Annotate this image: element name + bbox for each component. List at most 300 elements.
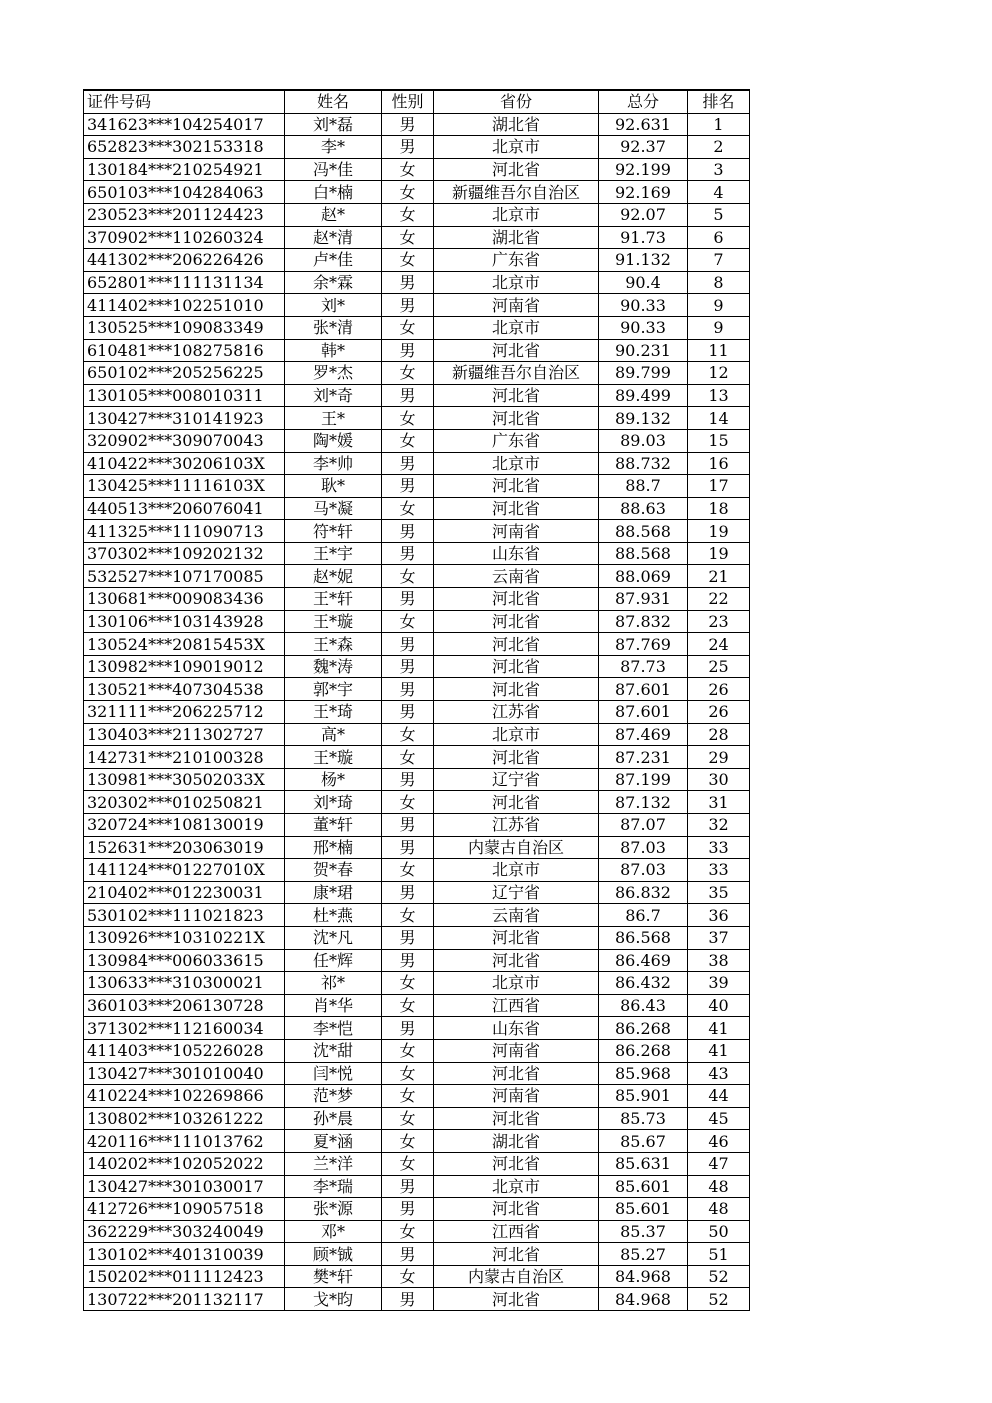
rank-cell: 39: [688, 972, 750, 995]
table-row: [84, 949, 750, 972]
gender-cell: 女: [382, 565, 434, 588]
name-cell: 刘*磊: [285, 113, 382, 136]
id-cell: 130427***301010040: [84, 1062, 285, 1085]
province-cell: 河北省: [434, 678, 599, 701]
table-row: [84, 881, 750, 904]
province-cell: 江苏省: [434, 814, 599, 837]
gender-cell: 女: [382, 181, 434, 204]
province-cell: 北京市: [434, 136, 599, 159]
gender-cell: 男: [382, 384, 434, 407]
province-cell: 河北省: [434, 1198, 599, 1221]
id-cell: 130524***20815453X: [84, 633, 285, 656]
score-cell: 89.499: [599, 384, 688, 407]
rank-cell: 52: [688, 1265, 750, 1288]
province-cell: 河北省: [434, 746, 599, 769]
gender-cell: 男: [382, 294, 434, 317]
gender-cell: 女: [382, 972, 434, 995]
gender-cell: 男: [382, 588, 434, 611]
table-row: [84, 1085, 750, 1108]
rank-cell: 11: [688, 339, 750, 362]
id-cell: 130982***109019012: [84, 655, 285, 678]
id-cell: 130102***401310039: [84, 1243, 285, 1266]
header-name: 姓名: [285, 90, 382, 113]
id-cell: 320302***010250821: [84, 791, 285, 814]
province-cell: 湖北省: [434, 226, 599, 249]
id-cell: 650103***104284063: [84, 181, 285, 204]
province-cell: 河北省: [434, 949, 599, 972]
name-cell: 范*梦: [285, 1085, 382, 1108]
gender-cell: 女: [382, 362, 434, 385]
table-row: [84, 678, 750, 701]
table-row: [84, 746, 750, 769]
gender-cell: 女: [382, 904, 434, 927]
score-cell: 88.7: [599, 475, 688, 498]
province-cell: 内蒙古自治区: [434, 836, 599, 859]
name-cell: 肖*华: [285, 994, 382, 1017]
name-cell: 张*清: [285, 316, 382, 339]
name-cell: 马*凝: [285, 497, 382, 520]
rank-cell: 38: [688, 949, 750, 972]
rank-cell: 35: [688, 881, 750, 904]
table-row: [84, 452, 750, 475]
province-cell: 新疆维吾尔自治区: [434, 362, 599, 385]
province-cell: 河北省: [434, 497, 599, 520]
rank-cell: 19: [688, 520, 750, 543]
province-cell: 河北省: [434, 1288, 599, 1311]
id-cell: 410422***30206103X: [84, 452, 285, 475]
rank-cell: 8: [688, 271, 750, 294]
name-cell: 贺*春: [285, 859, 382, 882]
score-cell: 87.931: [599, 588, 688, 611]
id-cell: 130981***30502033X: [84, 768, 285, 791]
gender-cell: 女: [382, 1062, 434, 1085]
score-cell: 85.73: [599, 1107, 688, 1130]
rank-cell: 31: [688, 791, 750, 814]
province-cell: 广东省: [434, 429, 599, 452]
rank-cell: 19: [688, 542, 750, 565]
gender-cell: 男: [382, 633, 434, 656]
rank-cell: 24: [688, 633, 750, 656]
name-cell: 李*帅: [285, 452, 382, 475]
table-row: [84, 859, 750, 882]
table-row: [84, 768, 750, 791]
id-cell: 130681***009083436: [84, 588, 285, 611]
rank-cell: 41: [688, 1017, 750, 1040]
gender-cell: 女: [382, 316, 434, 339]
id-cell: 142731***210100328: [84, 746, 285, 769]
table-row: [84, 1243, 750, 1266]
table-row: [84, 926, 750, 949]
rank-cell: 22: [688, 588, 750, 611]
table-row: [84, 1198, 750, 1221]
rank-cell: 48: [688, 1175, 750, 1198]
score-cell: 88.63: [599, 497, 688, 520]
id-cell: 362229***303240049: [84, 1220, 285, 1243]
gender-cell: 女: [382, 859, 434, 882]
id-cell: 130425***11116103X: [84, 475, 285, 498]
gender-cell: 男: [382, 113, 434, 136]
table-row: [84, 836, 750, 859]
name-cell: 杨*: [285, 768, 382, 791]
score-cell: 87.832: [599, 610, 688, 633]
gender-cell: 女: [382, 407, 434, 430]
table-row: [84, 1265, 750, 1288]
province-cell: 山东省: [434, 1017, 599, 1040]
score-cell: 85.67: [599, 1130, 688, 1153]
rank-cell: 14: [688, 407, 750, 430]
province-cell: 河北省: [434, 475, 599, 498]
table-row: [84, 203, 750, 226]
gender-cell: 男: [382, 136, 434, 159]
table-row: [84, 1107, 750, 1130]
table-row: [84, 113, 750, 136]
id-cell: 130403***211302727: [84, 723, 285, 746]
rank-cell: 29: [688, 746, 750, 769]
score-cell: 89.799: [599, 362, 688, 385]
province-cell: 北京市: [434, 316, 599, 339]
province-cell: 河北省: [434, 1152, 599, 1175]
score-cell: 89.132: [599, 407, 688, 430]
rank-cell: 12: [688, 362, 750, 385]
score-cell: 88.732: [599, 452, 688, 475]
name-cell: 罗*杰: [285, 362, 382, 385]
name-cell: 郭*宇: [285, 678, 382, 701]
gender-cell: 女: [382, 723, 434, 746]
score-cell: 85.601: [599, 1198, 688, 1221]
table-row: [84, 271, 750, 294]
name-cell: 王*璇: [285, 746, 382, 769]
name-cell: 冯*佳: [285, 158, 382, 181]
score-cell: 87.03: [599, 836, 688, 859]
province-cell: 河北省: [434, 926, 599, 949]
score-cell: 86.832: [599, 881, 688, 904]
name-cell: 刘*琦: [285, 791, 382, 814]
score-cell: 87.231: [599, 746, 688, 769]
name-cell: 李*恺: [285, 1017, 382, 1040]
gender-cell: 女: [382, 203, 434, 226]
gender-cell: 男: [382, 542, 434, 565]
table-row: [84, 407, 750, 430]
province-cell: 河北省: [434, 1062, 599, 1085]
rank-cell: 36: [688, 904, 750, 927]
province-cell: 河北省: [434, 407, 599, 430]
name-cell: 王*琦: [285, 701, 382, 724]
province-cell: 北京市: [434, 859, 599, 882]
rank-cell: 43: [688, 1062, 750, 1085]
gender-cell: 男: [382, 1243, 434, 1266]
province-cell: 北京市: [434, 452, 599, 475]
score-cell: 87.07: [599, 814, 688, 837]
province-cell: 河北省: [434, 158, 599, 181]
table-row: [84, 655, 750, 678]
name-cell: 赵*: [285, 203, 382, 226]
gender-cell: 女: [382, 791, 434, 814]
rank-cell: 48: [688, 1198, 750, 1221]
name-cell: 戈*昀: [285, 1288, 382, 1311]
table-row: [84, 610, 750, 633]
name-cell: 樊*轩: [285, 1265, 382, 1288]
table-row: [84, 633, 750, 656]
name-cell: 魏*涛: [285, 655, 382, 678]
rank-cell: 25: [688, 655, 750, 678]
score-cell: 86.568: [599, 926, 688, 949]
rank-cell: 33: [688, 836, 750, 859]
score-cell: 91.73: [599, 226, 688, 249]
name-cell: 沈*凡: [285, 926, 382, 949]
score-cell: 85.968: [599, 1062, 688, 1085]
table-row: [84, 1220, 750, 1243]
id-cell: 130184***210254921: [84, 158, 285, 181]
province-cell: 江苏省: [434, 701, 599, 724]
table-row: [84, 588, 750, 611]
province-cell: 辽宁省: [434, 881, 599, 904]
gender-cell: 男: [382, 1198, 434, 1221]
id-cell: 360103***206130728: [84, 994, 285, 1017]
score-cell: 89.03: [599, 429, 688, 452]
score-cell: 86.432: [599, 972, 688, 995]
province-cell: 云南省: [434, 904, 599, 927]
gender-cell: 男: [382, 520, 434, 543]
name-cell: 邢*楠: [285, 836, 382, 859]
rank-cell: 33: [688, 859, 750, 882]
name-cell: 顾*铖: [285, 1243, 382, 1266]
rank-cell: 3: [688, 158, 750, 181]
id-cell: 411325***111090713: [84, 520, 285, 543]
rank-cell: 52: [688, 1288, 750, 1311]
name-cell: 刘*奇: [285, 384, 382, 407]
province-cell: 河南省: [434, 1085, 599, 1108]
rank-cell: 50: [688, 1220, 750, 1243]
score-cell: 84.968: [599, 1265, 688, 1288]
gender-cell: 女: [382, 226, 434, 249]
id-cell: 410224***102269866: [84, 1085, 285, 1108]
gender-cell: 女: [382, 1152, 434, 1175]
province-cell: 河北省: [434, 588, 599, 611]
name-cell: 李*瑞: [285, 1175, 382, 1198]
id-cell: 130802***103261222: [84, 1107, 285, 1130]
score-cell: 85.37: [599, 1220, 688, 1243]
score-cell: 86.268: [599, 1017, 688, 1040]
id-cell: 341623***104254017: [84, 113, 285, 136]
province-cell: 北京市: [434, 1175, 599, 1198]
name-cell: 邓*: [285, 1220, 382, 1243]
name-cell: 王*璇: [285, 610, 382, 633]
id-cell: 412726***109057518: [84, 1198, 285, 1221]
gender-cell: 女: [382, 429, 434, 452]
rank-cell: 46: [688, 1130, 750, 1153]
province-cell: 河南省: [434, 520, 599, 543]
province-cell: 广东省: [434, 249, 599, 272]
name-cell: 高*: [285, 723, 382, 746]
province-cell: 北京市: [434, 723, 599, 746]
province-cell: 河北省: [434, 339, 599, 362]
score-cell: 92.631: [599, 113, 688, 136]
table-row: [84, 294, 750, 317]
score-cell: 88.069: [599, 565, 688, 588]
gender-cell: 男: [382, 452, 434, 475]
rank-cell: 17: [688, 475, 750, 498]
province-cell: 云南省: [434, 565, 599, 588]
score-cell: 85.901: [599, 1085, 688, 1108]
gender-cell: 男: [382, 1017, 434, 1040]
province-cell: 江西省: [434, 994, 599, 1017]
id-cell: 440513***206076041: [84, 497, 285, 520]
name-cell: 康*珺: [285, 881, 382, 904]
id-cell: 420116***111013762: [84, 1130, 285, 1153]
gender-cell: 男: [382, 949, 434, 972]
province-cell: 河北省: [434, 610, 599, 633]
score-cell: 87.769: [599, 633, 688, 656]
name-cell: 董*轩: [285, 814, 382, 837]
rank-cell: 9: [688, 316, 750, 339]
province-cell: 江西省: [434, 1220, 599, 1243]
province-cell: 河北省: [434, 384, 599, 407]
id-cell: 320902***309070043: [84, 429, 285, 452]
header-gender: 性别: [382, 90, 434, 113]
table-row: [84, 904, 750, 927]
id-cell: 130105***008010311: [84, 384, 285, 407]
rank-cell: 2: [688, 136, 750, 159]
name-cell: 祁*: [285, 972, 382, 995]
gender-cell: 女: [382, 497, 434, 520]
rank-cell: 21: [688, 565, 750, 588]
table-row: [84, 136, 750, 159]
gender-cell: 男: [382, 1175, 434, 1198]
rank-cell: 28: [688, 723, 750, 746]
province-cell: 河北省: [434, 791, 599, 814]
table-row: [84, 181, 750, 204]
score-cell: 85.631: [599, 1152, 688, 1175]
rank-cell: 40: [688, 994, 750, 1017]
gender-cell: 男: [382, 926, 434, 949]
score-cell: 86.469: [599, 949, 688, 972]
rank-cell: 44: [688, 1085, 750, 1108]
score-cell: 92.199: [599, 158, 688, 181]
gender-cell: 男: [382, 655, 434, 678]
rank-cell: 1: [688, 113, 750, 136]
table-row: [84, 226, 750, 249]
table-row: [84, 1152, 750, 1175]
name-cell: 赵*妮: [285, 565, 382, 588]
score-cell: 87.601: [599, 701, 688, 724]
score-cell: 90.33: [599, 316, 688, 339]
id-cell: 530102***111021823: [84, 904, 285, 927]
gender-cell: 男: [382, 836, 434, 859]
id-cell: 141124***01227010X: [84, 859, 285, 882]
rank-cell: 7: [688, 249, 750, 272]
score-cell: 87.601: [599, 678, 688, 701]
rank-cell: 6: [688, 226, 750, 249]
table-row: [84, 701, 750, 724]
header-score: 总分: [599, 90, 688, 113]
ranking-table: [83, 89, 750, 1311]
gender-cell: 女: [382, 1220, 434, 1243]
table-row: [84, 1039, 750, 1062]
name-cell: 李*: [285, 136, 382, 159]
rank-cell: 4: [688, 181, 750, 204]
score-cell: 92.169: [599, 181, 688, 204]
name-cell: 兰*洋: [285, 1152, 382, 1175]
gender-cell: 男: [382, 814, 434, 837]
score-cell: 87.199: [599, 768, 688, 791]
gender-cell: 男: [382, 1288, 434, 1311]
name-cell: 卢*佳: [285, 249, 382, 272]
gender-cell: 男: [382, 339, 434, 362]
id-cell: 152631***203063019: [84, 836, 285, 859]
rank-cell: 9: [688, 294, 750, 317]
name-cell: 韩*: [285, 339, 382, 362]
rank-cell: 47: [688, 1152, 750, 1175]
id-cell: 532527***107170085: [84, 565, 285, 588]
id-cell: 130984***006033615: [84, 949, 285, 972]
header-rank: 排名: [688, 90, 750, 113]
table-row: [84, 542, 750, 565]
id-cell: 130427***310141923: [84, 407, 285, 430]
score-cell: 84.968: [599, 1288, 688, 1311]
id-cell: 652823***302153318: [84, 136, 285, 159]
score-cell: 92.07: [599, 203, 688, 226]
score-cell: 86.268: [599, 1039, 688, 1062]
name-cell: 符*轩: [285, 520, 382, 543]
name-cell: 王*森: [285, 633, 382, 656]
score-cell: 85.601: [599, 1175, 688, 1198]
id-cell: 370302***109202132: [84, 542, 285, 565]
name-cell: 耿*: [285, 475, 382, 498]
province-cell: 河北省: [434, 1243, 599, 1266]
score-cell: 90.33: [599, 294, 688, 317]
rank-cell: 26: [688, 678, 750, 701]
score-cell: 86.7: [599, 904, 688, 927]
province-cell: 河北省: [434, 633, 599, 656]
table-row: [84, 158, 750, 181]
id-cell: 130521***407304538: [84, 678, 285, 701]
province-cell: 内蒙古自治区: [434, 1265, 599, 1288]
province-cell: 河北省: [434, 1107, 599, 1130]
score-cell: 87.73: [599, 655, 688, 678]
gender-cell: 女: [382, 1130, 434, 1153]
name-cell: 张*源: [285, 1198, 382, 1221]
score-cell: 86.43: [599, 994, 688, 1017]
header-id: 证件号码: [84, 90, 285, 113]
gender-cell: 男: [382, 768, 434, 791]
id-cell: 321111***206225712: [84, 701, 285, 724]
score-cell: 92.37: [599, 136, 688, 159]
table-row: [84, 429, 750, 452]
id-cell: 411403***105226028: [84, 1039, 285, 1062]
rank-cell: 23: [688, 610, 750, 633]
rank-cell: 5: [688, 203, 750, 226]
gender-cell: 女: [382, 1265, 434, 1288]
rank-cell: 41: [688, 1039, 750, 1062]
id-cell: 140202***102052022: [84, 1152, 285, 1175]
rank-cell: 13: [688, 384, 750, 407]
table-body: [84, 113, 750, 1310]
rank-cell: 30: [688, 768, 750, 791]
id-cell: 441302***206226426: [84, 249, 285, 272]
name-cell: 赵*清: [285, 226, 382, 249]
table-row: [84, 1062, 750, 1085]
id-cell: 130106***103143928: [84, 610, 285, 633]
id-cell: 130525***109083349: [84, 316, 285, 339]
gender-cell: 女: [382, 158, 434, 181]
province-cell: 河南省: [434, 294, 599, 317]
id-cell: 150202***011112423: [84, 1265, 285, 1288]
table-header: [84, 90, 750, 113]
gender-cell: 女: [382, 1039, 434, 1062]
province-cell: 山东省: [434, 542, 599, 565]
name-cell: 陶*媛: [285, 429, 382, 452]
name-cell: 王*宇: [285, 542, 382, 565]
